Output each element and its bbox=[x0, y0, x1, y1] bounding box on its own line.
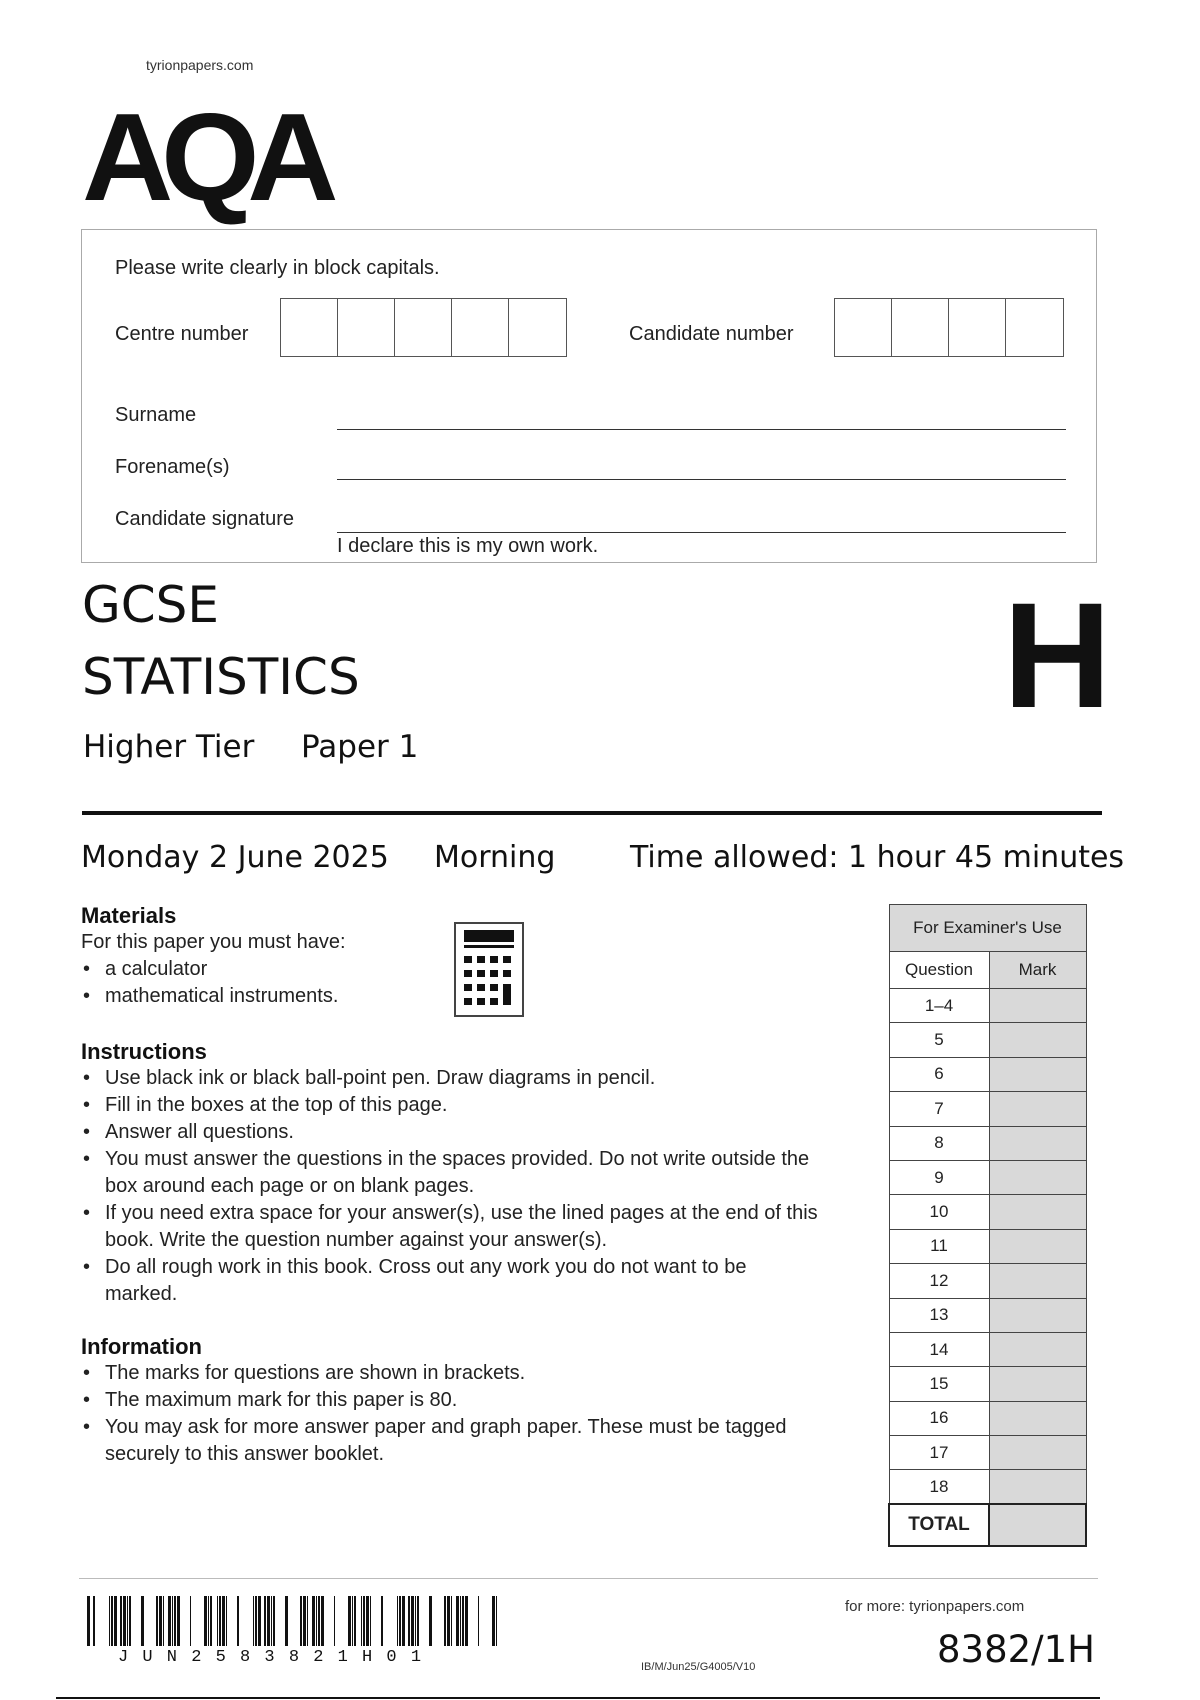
surname-label: Surname bbox=[115, 404, 197, 426]
barcode-bar bbox=[129, 1596, 131, 1646]
mark-cell[interactable] bbox=[989, 1229, 1086, 1263]
mark-cell[interactable] bbox=[989, 1264, 1086, 1298]
barcode-bar bbox=[190, 1596, 191, 1646]
barcode-bar bbox=[253, 1596, 254, 1646]
barcode-bar bbox=[429, 1596, 432, 1646]
barcode-bar bbox=[415, 1596, 416, 1646]
list-item: • Use black ink or black ball-point pen. Draw diagrams in pencil. bbox=[81, 1065, 861, 1092]
divider bbox=[82, 811, 1102, 815]
barcode-bar bbox=[307, 1596, 308, 1646]
barcode-bar bbox=[411, 1596, 414, 1646]
mark-cell[interactable] bbox=[989, 1160, 1086, 1194]
more-link: for more: tyrionpapers.com bbox=[845, 1598, 1025, 1615]
examiner-table-row bbox=[889, 1057, 1086, 1091]
examiner-table-row bbox=[889, 1470, 1086, 1504]
barcode-bar bbox=[381, 1596, 383, 1646]
question-number: 1–4 bbox=[889, 989, 989, 1023]
list-item: • a calculator bbox=[81, 956, 861, 983]
calculator-icon bbox=[454, 922, 524, 1017]
examiner-table-row bbox=[889, 1264, 1086, 1298]
barcode-bar bbox=[417, 1596, 419, 1646]
barcode-bar bbox=[177, 1596, 180, 1646]
examiner-table-row bbox=[889, 1195, 1086, 1229]
barcode-bar bbox=[361, 1596, 362, 1646]
barcode-bar bbox=[318, 1596, 320, 1646]
barcode-bar bbox=[285, 1596, 288, 1646]
question-number: 13 bbox=[889, 1298, 989, 1332]
mark-cell[interactable] bbox=[989, 1057, 1086, 1091]
question-number: 17 bbox=[889, 1436, 989, 1470]
barcode-bar bbox=[163, 1596, 164, 1646]
question-number: 5 bbox=[889, 1023, 989, 1057]
question-number: 10 bbox=[889, 1195, 989, 1229]
barcode-text: J U N 2 5 8 3 8 2 1 H 0 1 bbox=[118, 1648, 424, 1667]
barcode-bar bbox=[465, 1596, 468, 1646]
question-number: 11 bbox=[889, 1229, 989, 1263]
tier-letter: H bbox=[1003, 571, 1112, 739]
signature-label: Candidate signature bbox=[115, 508, 295, 530]
qualification-title: GCSE bbox=[82, 576, 219, 634]
examiner-table-row bbox=[889, 1332, 1086, 1366]
barcode-bar bbox=[172, 1596, 173, 1646]
barcode-bar bbox=[363, 1596, 365, 1646]
bottom-rule bbox=[56, 1697, 1100, 1699]
barcode-bar bbox=[397, 1596, 398, 1646]
question-column-header: Question bbox=[889, 952, 989, 989]
candidate-number-label: Candidate number bbox=[629, 323, 794, 345]
list-item: • Answer all questions. bbox=[81, 1119, 861, 1146]
barcode-bar bbox=[271, 1596, 272, 1646]
barcode-bar bbox=[408, 1596, 410, 1646]
barcode-bar bbox=[210, 1596, 212, 1646]
list-item: • Fill in the boxes at the top of this page. bbox=[81, 1092, 861, 1119]
instructions-heading: Instructions bbox=[81, 1039, 207, 1064]
list-item: • mathematical instruments. bbox=[81, 983, 861, 1010]
barcode-bar bbox=[267, 1596, 270, 1646]
examiner-table-row bbox=[889, 1160, 1086, 1194]
list-item: • You may ask for more answer paper and graph paper. These must be tagged securely to this answer booklet. bbox=[81, 1414, 821, 1468]
list-item: • Do all rough work in this book. Cross out any work you do not want to be marked. bbox=[81, 1254, 801, 1308]
subject-title: STATISTICS bbox=[82, 648, 360, 706]
footer-divider bbox=[79, 1578, 1098, 1579]
block-capitals-instruction: Please write clearly in block capitals. bbox=[115, 257, 440, 279]
barcode-bar bbox=[456, 1596, 459, 1646]
mark-cell[interactable] bbox=[989, 1195, 1086, 1229]
question-number: 18 bbox=[889, 1470, 989, 1504]
question-number: 15 bbox=[889, 1367, 989, 1401]
examiner-table-row bbox=[889, 1298, 1086, 1332]
list-item: • If you need extra space for your answer(s), use the lined pages at the end of this book. Write the question number against your answer(s). bbox=[81, 1200, 861, 1254]
instructions-section bbox=[81, 1039, 861, 1308]
question-number: 6 bbox=[889, 1057, 989, 1091]
paper-label: Paper 1 bbox=[301, 729, 419, 765]
centre-number-boxes[interactable] bbox=[280, 298, 567, 357]
barcode-bar bbox=[460, 1596, 461, 1646]
mark-cell[interactable] bbox=[989, 1332, 1086, 1366]
barcode-bar bbox=[366, 1596, 369, 1646]
mark-cell[interactable] bbox=[989, 1470, 1086, 1504]
total-mark-cell[interactable] bbox=[989, 1504, 1086, 1546]
barcode-bar bbox=[496, 1596, 497, 1646]
barcode-bar bbox=[462, 1596, 464, 1646]
total-row bbox=[889, 1504, 1086, 1546]
question-number: 14 bbox=[889, 1332, 989, 1366]
barcode-bar bbox=[127, 1596, 128, 1646]
signature-field[interactable] bbox=[337, 532, 1066, 533]
barcode-bar bbox=[208, 1596, 209, 1646]
examiner-table-row bbox=[889, 1401, 1086, 1435]
barcode-bar bbox=[478, 1596, 479, 1646]
barcode-bar bbox=[264, 1596, 266, 1646]
barcode-bar bbox=[204, 1596, 207, 1646]
materials-intro: For this paper you must have: bbox=[81, 931, 346, 953]
instructions-list bbox=[81, 1065, 861, 1308]
forenames-label: Forename(s) bbox=[115, 456, 230, 478]
information-list bbox=[81, 1360, 861, 1468]
total-label: TOTAL bbox=[889, 1504, 989, 1546]
examiner-table-row bbox=[889, 1436, 1086, 1470]
barcode-bar bbox=[87, 1596, 90, 1646]
aqa-logo: AQA bbox=[82, 89, 327, 227]
barcode-bar bbox=[120, 1596, 122, 1646]
barcode-bar bbox=[321, 1596, 324, 1646]
barcode-bar bbox=[354, 1596, 356, 1646]
mark-cell[interactable] bbox=[989, 1092, 1086, 1126]
barcode-bar bbox=[352, 1596, 353, 1646]
barcode-bar bbox=[273, 1596, 275, 1646]
examiner-table-row bbox=[889, 1367, 1086, 1401]
centre-number-label: Centre number bbox=[115, 323, 249, 345]
examiner-use-table bbox=[888, 904, 1087, 1547]
examiner-table-row bbox=[889, 1023, 1086, 1057]
barcode-bar bbox=[174, 1596, 176, 1646]
mark-cell[interactable] bbox=[989, 1401, 1086, 1435]
barcode-bar bbox=[447, 1596, 450, 1646]
barcode-bar bbox=[159, 1596, 162, 1646]
examiner-table-row bbox=[889, 1126, 1086, 1160]
materials-heading: Materials bbox=[81, 903, 177, 928]
information-heading: Information bbox=[81, 1334, 202, 1359]
exam-session: Morning bbox=[434, 840, 556, 875]
question-number: 12 bbox=[889, 1264, 989, 1298]
examiner-table-row bbox=[889, 1092, 1086, 1126]
barcode-bar bbox=[114, 1596, 117, 1646]
time-allowed: Time allowed: 1 hour 45 minutes bbox=[630, 840, 1125, 875]
barcode-bar bbox=[222, 1596, 225, 1646]
exam-date: Monday 2 June 2025 bbox=[81, 840, 389, 875]
mark-cell[interactable] bbox=[989, 1367, 1086, 1401]
mark-cell[interactable] bbox=[989, 1023, 1086, 1057]
paper-code: 8382/1H bbox=[937, 1628, 1095, 1671]
barcode-bar bbox=[312, 1596, 315, 1646]
barcode-bar bbox=[334, 1596, 335, 1646]
barcode-bar bbox=[237, 1596, 239, 1646]
barcode bbox=[87, 1596, 500, 1646]
site-watermark: tyrionpapers.com bbox=[146, 57, 254, 73]
barcode-bar bbox=[402, 1596, 405, 1646]
question-number: 16 bbox=[889, 1401, 989, 1435]
mark-cell[interactable] bbox=[989, 1126, 1086, 1160]
list-item: • You must answer the questions in the spaces provided. Do not write outside the box around each page or on blank pages. bbox=[81, 1146, 811, 1200]
mark-cell[interactable] bbox=[989, 989, 1086, 1023]
barcode-bar bbox=[444, 1596, 446, 1646]
surname-field[interactable] bbox=[337, 429, 1066, 430]
list-item: • The marks for questions are shown in brackets. bbox=[81, 1360, 861, 1387]
barcode-bar bbox=[219, 1596, 221, 1646]
list-item: • The maximum mark for this paper is 80. bbox=[81, 1387, 861, 1414]
barcode-bar bbox=[348, 1596, 351, 1646]
tier-label: Higher Tier bbox=[83, 729, 255, 765]
examiner-table-row bbox=[889, 989, 1086, 1023]
candidate-number-boxes[interactable] bbox=[834, 298, 1064, 357]
forenames-field[interactable] bbox=[337, 479, 1066, 480]
barcode-bar bbox=[156, 1596, 158, 1646]
barcode-bar bbox=[451, 1596, 452, 1646]
barcode-bar bbox=[492, 1596, 495, 1646]
barcode-bar bbox=[370, 1596, 371, 1646]
document-reference: IB/M/Jun25/G4005/V10 bbox=[641, 1661, 756, 1673]
mark-cell[interactable] bbox=[989, 1298, 1086, 1332]
question-number: 8 bbox=[889, 1126, 989, 1160]
examiner-table-title: For Examiner's Use bbox=[889, 905, 1086, 952]
barcode-bar bbox=[217, 1596, 218, 1646]
barcode-bar bbox=[255, 1596, 257, 1646]
barcode-bar bbox=[141, 1596, 144, 1646]
barcode-bar bbox=[111, 1596, 113, 1646]
barcode-bar bbox=[300, 1596, 302, 1646]
barcode-bar bbox=[316, 1596, 317, 1646]
examiner-table-row bbox=[889, 1229, 1086, 1263]
information-section bbox=[81, 1334, 861, 1468]
barcode-bar bbox=[168, 1596, 171, 1646]
mark-cell[interactable] bbox=[989, 1436, 1086, 1470]
barcode-bar bbox=[399, 1596, 401, 1646]
barcode-bar bbox=[303, 1596, 306, 1646]
barcode-bar bbox=[226, 1596, 227, 1646]
barcode-bar bbox=[109, 1596, 110, 1646]
barcode-bar bbox=[123, 1596, 126, 1646]
declaration-text: I declare this is my own work. bbox=[337, 535, 599, 557]
mark-column-header: Mark bbox=[989, 952, 1086, 989]
question-number: 9 bbox=[889, 1160, 989, 1194]
barcode-bar bbox=[258, 1596, 261, 1646]
barcode-bar bbox=[93, 1596, 95, 1646]
question-number: 7 bbox=[889, 1092, 989, 1126]
